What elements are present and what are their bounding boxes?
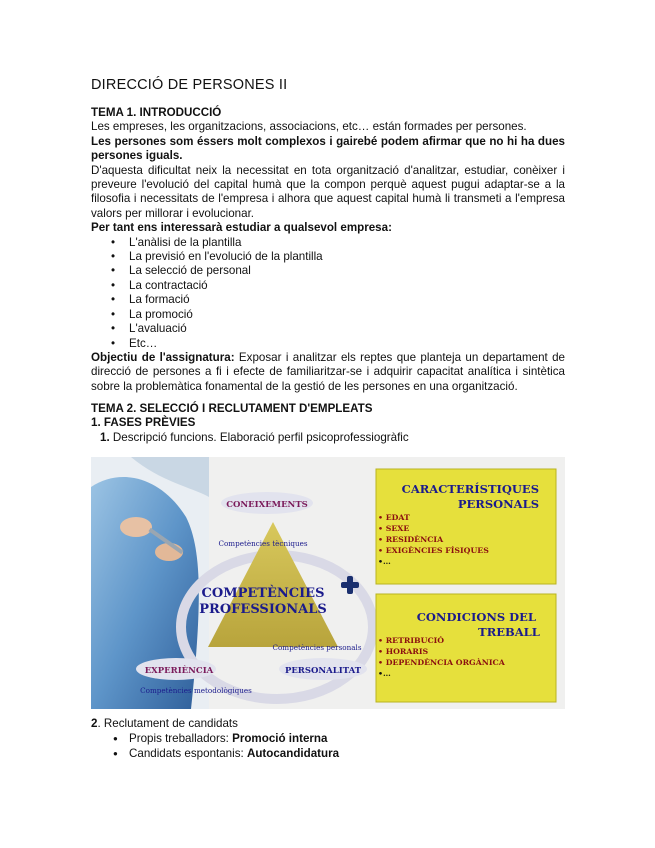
reclutament-heading xyxy=(91,717,565,731)
list-item: • L'anàlisi de la plantilla xyxy=(91,236,565,250)
competencies-metodologiques-label: Competències metodològiques xyxy=(140,686,252,695)
coneixements-label: CONEIXEMENTS xyxy=(226,500,308,510)
study-topics-list xyxy=(91,236,565,351)
fase-1-text: Descripció funcions. Elaboració perfil psicoprofessiogràfic xyxy=(109,430,409,444)
reclutament-item-label: Candidats espontanis: xyxy=(129,747,247,761)
condicions-title-line2: TREBALL xyxy=(478,625,540,639)
objectiu-paragraph xyxy=(91,351,565,394)
competencies-title-line2: PROFESSIONALS xyxy=(199,602,327,617)
objectiu-text: Exposar i analitzar els reptes que planteja un departament de direcció de persones a fi i efecte de familiaritzar-se i adquirir capacitat analítica i sintètica sobre la problemàtica fonamental de la gestió de les persones en una organització. xyxy=(91,350,565,393)
condicions-title-line1: CONDICIONS DEL xyxy=(416,610,536,624)
tema1-paragraph-2: Les persones som éssers molt complexos i gairebé podem afirmar que no hi ha dues persones iguals. xyxy=(91,134,565,163)
caracteristiques-item: • EXIGÈNCIES FÍSIQUES xyxy=(378,546,489,555)
list-item: • La previsió en l'evolució de la plantilla xyxy=(91,250,565,264)
competencies-personals-label: Competències personals xyxy=(272,643,362,652)
tema1-paragraph-3: D'aquesta dificultat neix la necessitat en tota organització d'analitzar, estudiar, conèixer i preveure l'evolució del capital humà que la compon perquè aquest pugui adaptar-se a la filosofia i necessitats de l'empresa i alhora que aquest capital humà li transmeti a l'empresa valors per millorar i evolucionar. xyxy=(91,163,565,220)
reclutament-list xyxy=(91,731,565,761)
caracteristiques-item: •… xyxy=(378,557,391,566)
competencies-tecniques-label: Competències tècniques xyxy=(218,539,308,548)
reclutament-item-value: Autocandidatura xyxy=(246,747,340,761)
hand-shape xyxy=(120,517,152,537)
tema2-section xyxy=(91,402,565,445)
tema2-heading: TEMA 2. SELECCIÓ I RECLUTAMENT D'EMPLEATS xyxy=(91,402,373,415)
document-title: DIRECCIÓ DE PERSONES II xyxy=(91,77,288,93)
fase-1-item xyxy=(91,431,565,445)
tema1-heading: TEMA 1. INTRODUCCIÓ xyxy=(91,106,222,119)
list-item: • Etc… xyxy=(91,337,565,351)
reclutament-item-value: Promoció interna xyxy=(232,732,328,746)
tema1-paragraph-1: Les empreses, les organitzacions, associacions, etc… están formades per persones. xyxy=(91,120,527,134)
reclutament-title: . Reclutament de candidats xyxy=(97,717,238,730)
condicions-item: • DEPENDÈNCIA ORGÀNICA xyxy=(378,658,505,667)
competencies-title-line1: COMPETÈNCIES xyxy=(201,586,325,601)
list-item: • La contractació xyxy=(91,279,565,293)
condicions-item: •… xyxy=(378,669,391,678)
competencies-diagram xyxy=(91,457,565,709)
caracteristiques-item: • SEXE xyxy=(378,524,410,533)
condicions-item: • HORARIS xyxy=(378,647,429,656)
caracteristiques-title-line1: CARACTERÍSTIQUES xyxy=(401,482,539,496)
caracteristiques-item: • RESIDÈNCIA xyxy=(378,535,444,544)
tema1-section xyxy=(91,106,565,394)
objectiu-label: Objectiu de l'assignatura: xyxy=(91,350,235,364)
competencies-figure xyxy=(91,457,565,709)
list-item xyxy=(91,746,565,761)
list-item: • La selecció de personal xyxy=(91,264,565,278)
personalitat-label: PERSONALITAT xyxy=(284,666,362,676)
reclutament-section xyxy=(91,717,565,761)
tema1-paragraph-4: Per tant ens interessarà estudiar a qualsevol empresa: xyxy=(91,221,392,235)
caracteristiques-item: • EDAT xyxy=(378,513,410,522)
list-item: • L'avaluació xyxy=(91,322,565,336)
fases-previes-heading: 1. FASES PRÈVIES xyxy=(91,416,196,430)
experiencia-label: EXPERIÈNCIA xyxy=(144,666,214,676)
caracteristiques-title-line2: PERSONALS xyxy=(457,497,539,511)
fase-1-number: 1. xyxy=(100,430,110,444)
list-item: • La promoció xyxy=(91,308,565,322)
reclutament-item-label: Propis treballadors: xyxy=(129,732,233,746)
list-item xyxy=(91,731,565,746)
condicions-item: • RETRIBUCIÓ xyxy=(378,636,445,645)
reclutament-number: 2 xyxy=(91,717,98,730)
list-item: • La formació xyxy=(91,293,565,307)
